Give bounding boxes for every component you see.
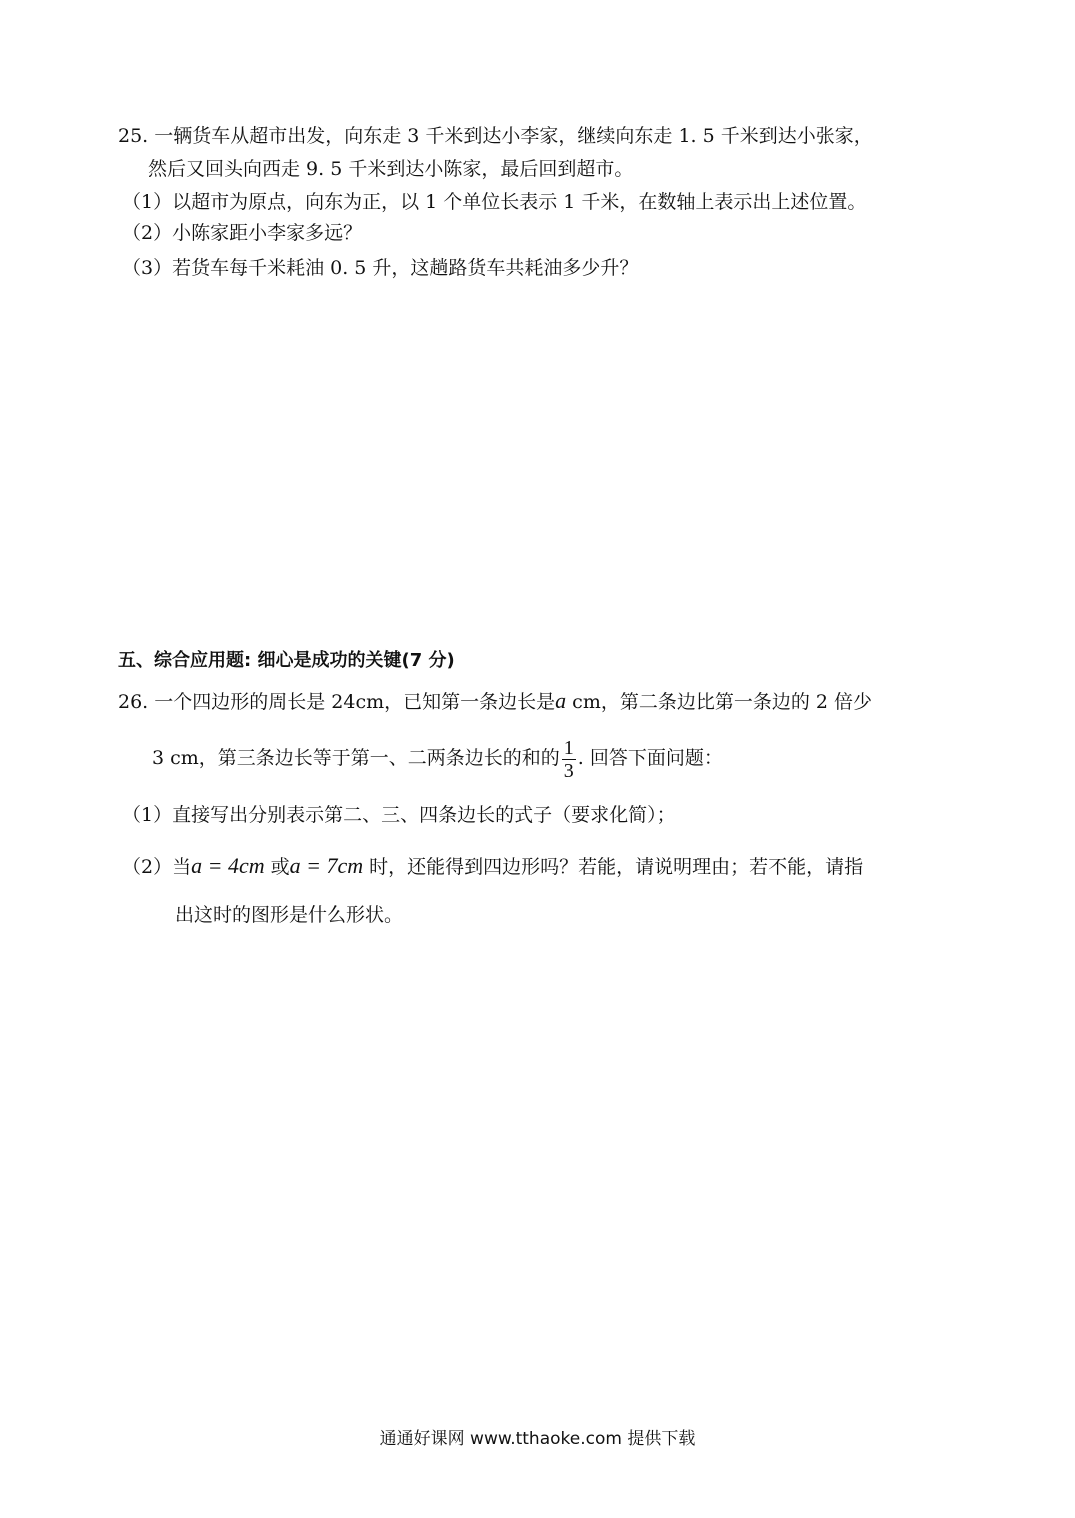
- q25-sub-1: （1）以超市为原点，向东为正，以 1 个单位长表示 1 千米，在数轴上表示出上述位置。: [122, 191, 867, 213]
- fraction-denominator: 3: [563, 759, 574, 782]
- q26-line-2: [152, 733, 723, 783]
- fraction-numerator: 1: [563, 736, 574, 759]
- q26-line-1-text-a: 26. 一个四边形的周长是 24cm，已知第一条边长是: [118, 691, 556, 713]
- q26-line-2-text-a: 3 cm，第三条边长等于第一、二两条边长的和的: [152, 747, 560, 769]
- q26-sub-2-or: 或: [264, 856, 290, 878]
- q26-math-a7: a = 7cm: [289, 853, 364, 878]
- q26-sub-2: [122, 854, 863, 879]
- q26-sub-2-text-b: 时，还能得到四边形吗？若能，请说明理由；若不能，请指: [363, 856, 864, 878]
- q26-line-1-text-b: cm，第二条边比第一条边的 2 倍少: [566, 691, 873, 713]
- q25-sub-3: （3）若货车每千米耗油 0. 5 升，这趟路货车共耗油多少升？: [122, 257, 639, 279]
- q26-line-1: [118, 689, 872, 714]
- q25-sub-2: （2）小陈家距小李家多远？: [122, 222, 363, 244]
- q26-var-a: a: [555, 688, 567, 713]
- q25-line-1: 25. 一辆货车从超市出发，向东走 3 千米到达小李家，继续向东走 1. 5 千米到达小张家，: [118, 125, 873, 147]
- q26-sub-2-text-a: （2）当: [122, 856, 192, 878]
- fraction-one-third: [562, 737, 576, 782]
- q26-sub-1: （1）直接写出分别表示第二、三、四条边长的式子（要求化简）；: [122, 804, 676, 826]
- q25-line-2: 然后又回头向西走 9. 5 千米到达小陈家，最后回到超市。: [148, 158, 634, 180]
- q26-sub-2-line-2: 出这时的图形是什么形状。: [175, 904, 404, 926]
- q26-line-2-text-b: . 回答下面问题：: [577, 747, 723, 769]
- section-heading: 五、综合应用题: 细心是成功的关键(7 分): [118, 650, 455, 671]
- page-footer: 通通好课网 www.tthaoke.com 提供下载: [379, 1429, 696, 1449]
- q26-math-a4: a = 4cm: [191, 853, 265, 878]
